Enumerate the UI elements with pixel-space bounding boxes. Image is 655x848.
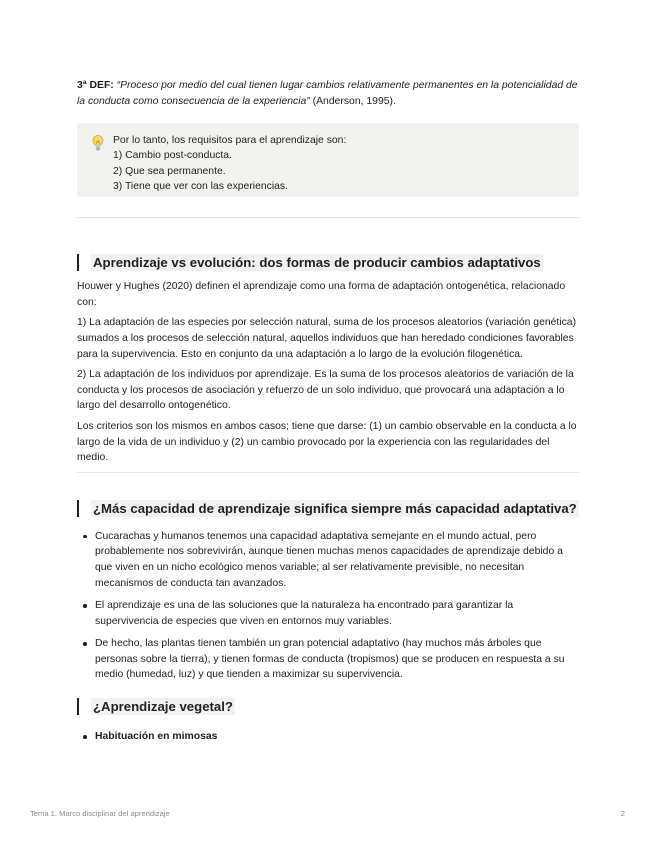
paragraph: Los criterios son los mismos en ambos casos; tiene que darse: (1) un cambio observable en la conducta a lo largo de la vida de un individuo y (2) un cambio provocado por la experiencia con las regularidades del medio. bbox=[77, 420, 577, 464]
definition-citation: (Anderson, 1995). bbox=[309, 95, 396, 107]
section-heading-capacity bbox=[77, 500, 579, 517]
section-heading-text: Aprendizaje vs evolución: dos formas de producir cambios adaptativos bbox=[93, 255, 541, 271]
paragraph: Houwer y Hughes (2020) definen el aprendizaje como una forma de adaptación ontogenética, relacionado con: bbox=[77, 281, 566, 308]
callout-line: Por lo tanto, los requisitos para el aprendizaje son: bbox=[113, 135, 347, 147]
divider bbox=[77, 472, 579, 473]
page-number: 2 bbox=[620, 809, 625, 818]
document-page bbox=[77, 78, 579, 745]
section-heading-text: ¿Aprendizaje vegetal? bbox=[93, 699, 233, 715]
list-item: Habituación en mimosas bbox=[77, 729, 579, 745]
callout-line: 3) Tiene que ver con las experiencias. bbox=[113, 180, 289, 192]
section-heading-evolution bbox=[77, 254, 579, 271]
footer-title: Tema 1. Marco disciplinar del aprendizaje bbox=[30, 809, 170, 818]
definition-label: 3ª DEF: bbox=[77, 80, 114, 91]
list-item: De hecho, las plantas tienen también un gran potencial adaptativo (hay muchos más árboles que personas sobre la tierra), y tienen formas de conducta (tropismos) que se producen en respuesta a su medio (humedad, luz) y que tienden a maximizar su supervivencia. bbox=[77, 636, 579, 683]
section-heading-vegetal bbox=[77, 698, 579, 715]
lightbulb-icon bbox=[91, 134, 105, 152]
list-item: Cucarachas y humanos tenemos una capacidad adaptativa semejante en el mundo actual, pero probablemente nos sobrevivirán, aunque tienen muchas menos capacidades de aprendizaje debido a que viven en un nicho ecológico menos variable; al ser relativamente previsible, no necesitan mecanismos de conducta tan avanzados. bbox=[77, 529, 579, 591]
definition-quote: “Proceso por medio del cual tienen lugar cambios relativamente permanentes en la potencialidad de la conducta como consecuencia de la experiencia” bbox=[77, 80, 578, 107]
bullet-list bbox=[77, 529, 579, 683]
list-item: El aprendizaje es una de las soluciones que la naturaleza ha encontrado para garantizar la supervivencia de especies que viven en entornos muy variables. bbox=[77, 598, 579, 629]
paragraph: 2) La adaptación de los individuos por aprendizaje. Es la suma de los procesos aleatorios de variación de la conducta y los procesos de asociación y refuerzo de un solo individuo, que provocará una adaptación a lo largo del desarrollo ontogenético. bbox=[77, 369, 574, 412]
bullet-list bbox=[77, 729, 579, 745]
callout-line: 1) Cambio post-conducta. bbox=[113, 150, 232, 162]
callout-line: 2) Que sea permanente. bbox=[113, 165, 226, 177]
divider bbox=[77, 217, 579, 218]
requirements-callout bbox=[77, 123, 579, 197]
definition-paragraph bbox=[77, 78, 579, 109]
paragraph: 1) La adaptación de las especies por selección natural, suma de los procesos aleatorios (variación genética) sumados a los procesos de selección natural, aquellos individuos que han heredado condiciones favorables para la supervivencia. Esto en conjunto da una adaptación a lo largo de la evolución filogenética. bbox=[77, 317, 577, 360]
section-heading-text: ¿Más capacidad de aprendizaje significa siempre más capacidad adaptativa? bbox=[93, 500, 577, 516]
